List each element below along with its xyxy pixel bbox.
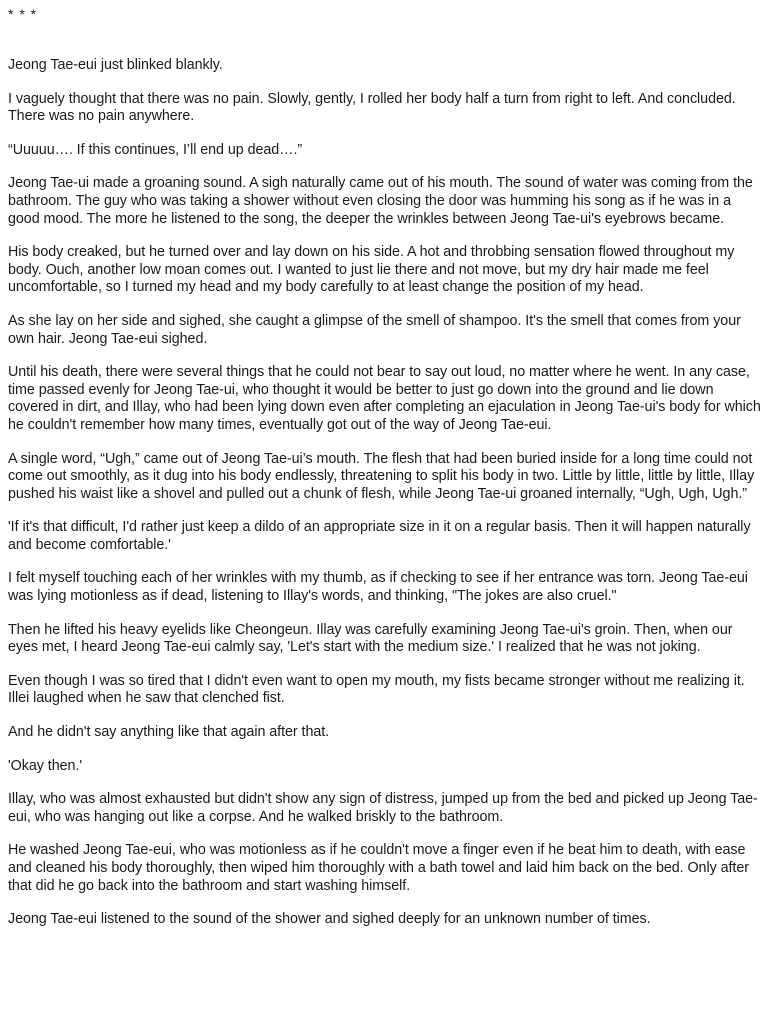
paragraph: And he didn't say anything like that again after that. [8, 724, 330, 741]
paragraph: Jeong Tae-ui made a groaning sound. A sigh naturally came out of his mouth. The sound of water was coming from the bathroom. The guy who was taking a shower without even closing the door was humming his song as if he was in a good mood. The more he listened to the song, the deeper the wrinkles between Jeong Tae-ui's eyebrows became. [8, 175, 753, 227]
paragraph: Then he lifted his heavy eyelids like Cheongeun. Illay was carefully examining Jeong Tae-ui's groin. Then, when our eyes met, I heard Jeong Tae-eui calmly say, 'Let's start with the medium size.' I realized that he was not joking. [8, 621, 733, 656]
paragraph: 'Okay then.' [8, 757, 82, 774]
paragraph: Jeong Tae-eui listened to the sound of the shower and sighed deeply for an unknown number of times. [8, 911, 651, 928]
paragraph: A single word, “Ugh,” came out of Jeong Tae-ui’s mouth. The flesh that had been buried inside for a long time could not come out smoothly, as it dug into his body endlessly, threatening to split his body in two. Little by little, little by little, Illay pushed his waist like a shovel and pulled out a chunk of flesh, while Jeong Tae-ui groaned internally, “Ugh, Ugh, Ugh.” [8, 450, 755, 502]
paragraph: Illay, who was almost exhausted but didn't show any sign of distress, jumped up from the bed and picked up Jeong Tae-eui, who was hanging out like a corpse. And he walked briskly to the bathroom. [8, 791, 758, 825]
paragraph: 'If it's that difficult, I'd rather just keep a dildo of an appropriate size in it on a regular basis. Then it will happen naturally and become comfortable.' [8, 519, 751, 553]
paragraph: Jeong Tae-eui just blinked blankly. [8, 57, 223, 73]
paragraph: Until his death, there were several things that he could not bear to say out loud, no matter where he went. In any case, time passed evenly for Jeong Tae-ui, who thought it would be better to just go down into the ground and lie down covered in dirt, and Illay, who had been lying down even after completing an ejaculation in Jeong Tae-ui's body for which he couldn't remember how many times, eventually got out of the way of Jeong Tae-eui. [8, 364, 761, 433]
paragraph: His body creaked, but he turned over and lay down on his side. A hot and throbbing sensation flowed throughout my body. Ouch, another low moan comes out. I wanted to just lie there and not move, but my dry hair made me feel uncomfortable, so I turned my head and my body carefully to at least change the position of my head. [8, 244, 735, 296]
paragraph: I felt myself touching each of her wrinkles with my thumb, as if checking to see if her entrance was torn. Jeong Tae-eui was lying motionless as if dead, listening to Illay's words, and thinking, "The jokes are also cruel." [8, 570, 748, 605]
paragraph: I vaguely thought that there was no pain. Slowly, gently, I rolled her body half a turn from right to left. And concluded. There was no pain anywhere. [8, 90, 736, 125]
paragraph: “Uuuuu…. If this continues, I’ll end up dead….” [8, 141, 303, 158]
paragraph: He washed Jeong Tae-eui, who was motionless as if he couldn't move a finger even if he beat him to death, with ease and cleaned his body thoroughly, then wiped him thoroughly with a bath towel and laid him back on the bed. Only after that did he go back into the bathroom and start washing himself. [8, 842, 749, 894]
paragraph: Even though I was so tired that I didn't even want to open my mouth, my fists became stronger without me realizing it. Illei laughed when he saw that clenched fist. [8, 672, 745, 707]
paragraph: As she lay on her side and sighed, she caught a glimpse of the smell of shampoo. It's the smell that comes from your own hair. Jeong Tae-eui sighed. [8, 312, 741, 347]
scene-separator: * * * [8, 6, 38, 22]
